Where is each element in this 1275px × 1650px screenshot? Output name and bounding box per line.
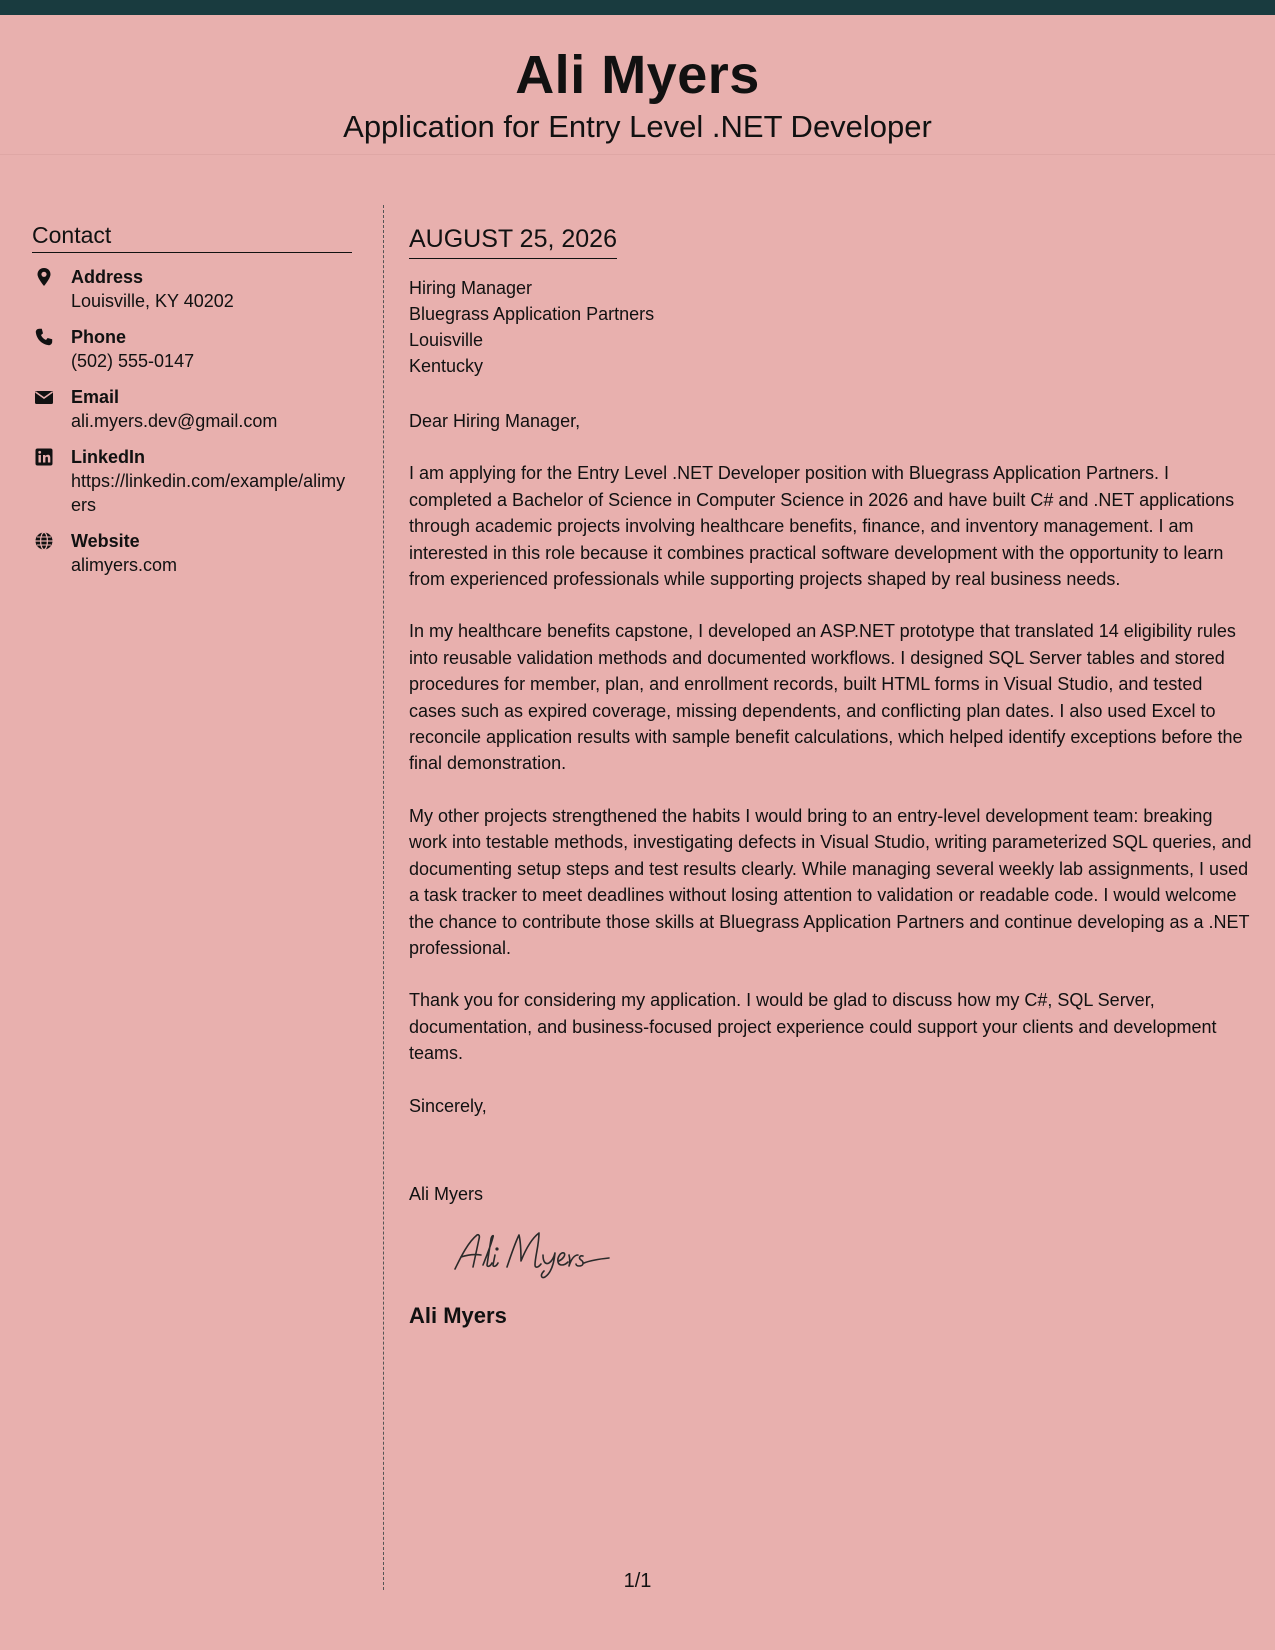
contact-value: alimyers.com: [71, 555, 178, 575]
body-paragraph: In my healthcare benefits capstone, I developed an ASP.NET prototype that translated 14 eligibility rules into reusable validation methods and documented workflows. I designed SQL Server tables and stored procedures for member, plan, and enrollment records, built HTML forms in Visual Studio, and tested cases such as expired coverage, missing dependents, and conflicting plan dates. I also used Excel to reconcile application results with sample benefit calculations, which helped identify exceptions before the final demonstration.: [409, 621, 1243, 774]
globe-icon: [34, 531, 54, 551]
contact-sidebar: [32, 220, 352, 577]
contact-label: LinkedIn: [71, 447, 146, 467]
contact-value: https://linkedin.com/example/alimyers: [71, 471, 346, 515]
body-paragraph: My other projects strengthened the habits I would bring to an entry-level development team: breaking work into testable methods, investigating defects in Visual Studio, writing parameterized SQL queries, and documenting setup steps and test results clearly. While managing several weekly lab assignments, I used a task tracker to meet deadlines without losing attention to validation or readable code. I would welcome the chance to contribute those skills at Bluegrass Application Partners and continue developing as a .NET professional.: [409, 805, 1252, 958]
recipient-block: [409, 275, 1254, 379]
page-number: 1/1: [623, 1570, 652, 1592]
contact-value: ali.myers.dev@gmail.com: [71, 411, 278, 431]
body-paragraph: I am applying for the Entry Level .NET Developer position with Bluegrass Application Partners. I completed a Bachelor of Science in Computer Science in 2026 and have built C# and .NET applications through academic projects involving healthcare benefits, finance, and inventory management. I am interested in this role because it combines practical software development with the opportunity to learn from experienced professionals while supporting projects shaped by real business needs.: [409, 463, 1235, 590]
phone-icon: [34, 327, 54, 347]
contact-label: Email: [71, 387, 120, 407]
contact-value: Louisville, KY 40202: [71, 291, 234, 311]
applicant-name: Ali Myers: [515, 45, 760, 105]
envelope-icon: [34, 387, 54, 407]
contact-heading: Contact: [32, 220, 352, 253]
recipient-line: Bluegrass Application Partners: [409, 304, 655, 324]
signature-name: Ali Myers: [409, 1302, 507, 1328]
contact-label: Phone: [71, 327, 127, 347]
contact-label: Address: [71, 267, 144, 287]
letter-date: AUGUST 25, 2026: [409, 222, 617, 259]
recipient-line: Kentucky: [409, 356, 484, 376]
contact-address: [32, 265, 352, 313]
contact-value: (502) 555-0147: [71, 351, 195, 371]
typed-name: Ali Myers: [409, 1183, 484, 1204]
recipient-line: Hiring Manager: [409, 278, 533, 298]
column-divider: [383, 205, 384, 1590]
document-header: [0, 15, 1275, 155]
body-paragraph: Thank you for considering my application. I would be glad to discuss how my C#, SQL Server, documentation, and business-focused project experience could support your clients and development teams.: [409, 990, 1217, 1064]
linkedin-icon: [34, 447, 54, 467]
contact-email: [32, 385, 352, 433]
application-subtitle: Application for Entry Level .NET Developer: [343, 109, 932, 144]
closing: Sincerely,: [409, 1095, 487, 1116]
contact-phone: [32, 325, 352, 373]
contact-website: [32, 529, 352, 577]
salutation: Dear Hiring Manager,: [409, 411, 581, 431]
contact-label: Website: [71, 531, 140, 551]
top-accent-bar: [0, 0, 1275, 15]
recipient-line: Louisville: [409, 330, 484, 350]
map-pin-icon: [34, 267, 54, 287]
letter-body: [409, 222, 1254, 1331]
contact-linkedin: [32, 445, 352, 517]
handwritten-signature: [449, 1225, 649, 1281]
